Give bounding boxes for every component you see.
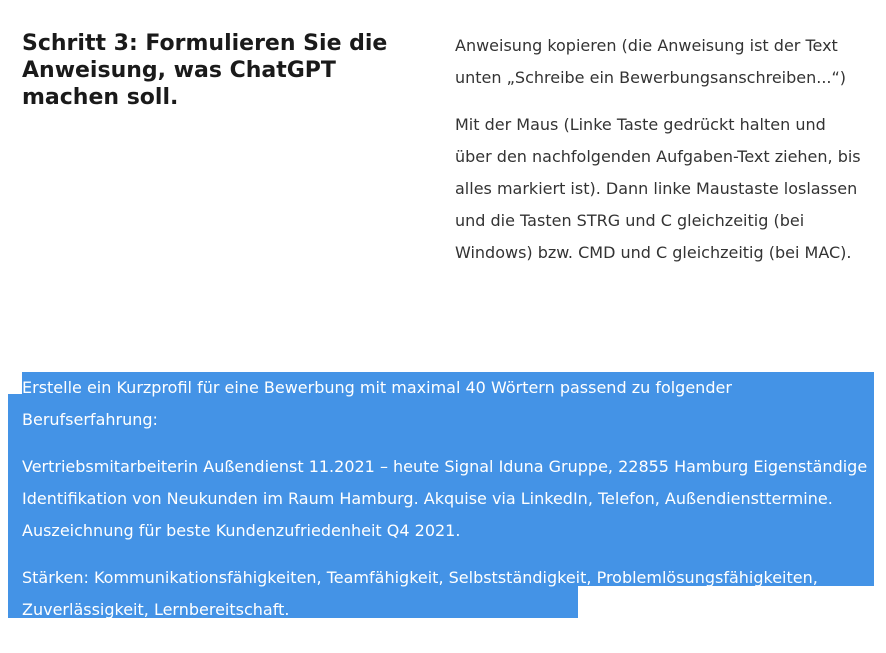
step-heading: Schritt 3: Formulieren Sie die Anweisung, was ChatGPT machen soll. (22, 31, 388, 110)
instructions-column (455, 30, 865, 284)
prompt-text (22, 372, 872, 641)
selected-prompt-block[interactable] (0, 372, 886, 622)
instruction-copy: Anweisung kopieren (die Anweisung ist der Text unten „Schreibe ein Bewerbungsanschreiben...“) (455, 36, 847, 87)
instruction-mouse: Mit der Maus (Linke Taste gedrückt halten und über den nachfolgenden Aufgaben-Text ziehen, bis alles markiert ist). Dann linke Maustaste loslassen und die Tasten STRG und C gleichzeitig (bei Windows) bzw. CMD und C gleichzeitig (bei MAC). (455, 115, 861, 262)
prompt-intro: Erstelle ein Kurzprofil für eine Bewerbung mit maximal 40 Wörtern passend zu folgender Berufserfahrung: (22, 378, 732, 429)
prompt-experience: Vertriebsmitarbeiterin Außendienst 11.2021 – heute Signal Iduna Gruppe, 22855 Hamburg Eigenständige Identifikation von Neukunden im Raum Hamburg. Akquise via LinkedIn, Telefon, Außendiensttermine. Auszeichnung für beste Kundenzufriedenheit Q4 2021. (22, 457, 868, 540)
prompt-strengths: Stärken: Kommunikationsfähigkeiten, Teamfähigkeit, Selbstständigkeit, Problemlösungsfähigkeiten, Zuverlässigkeit, Lernbereitschaft. (22, 568, 818, 619)
